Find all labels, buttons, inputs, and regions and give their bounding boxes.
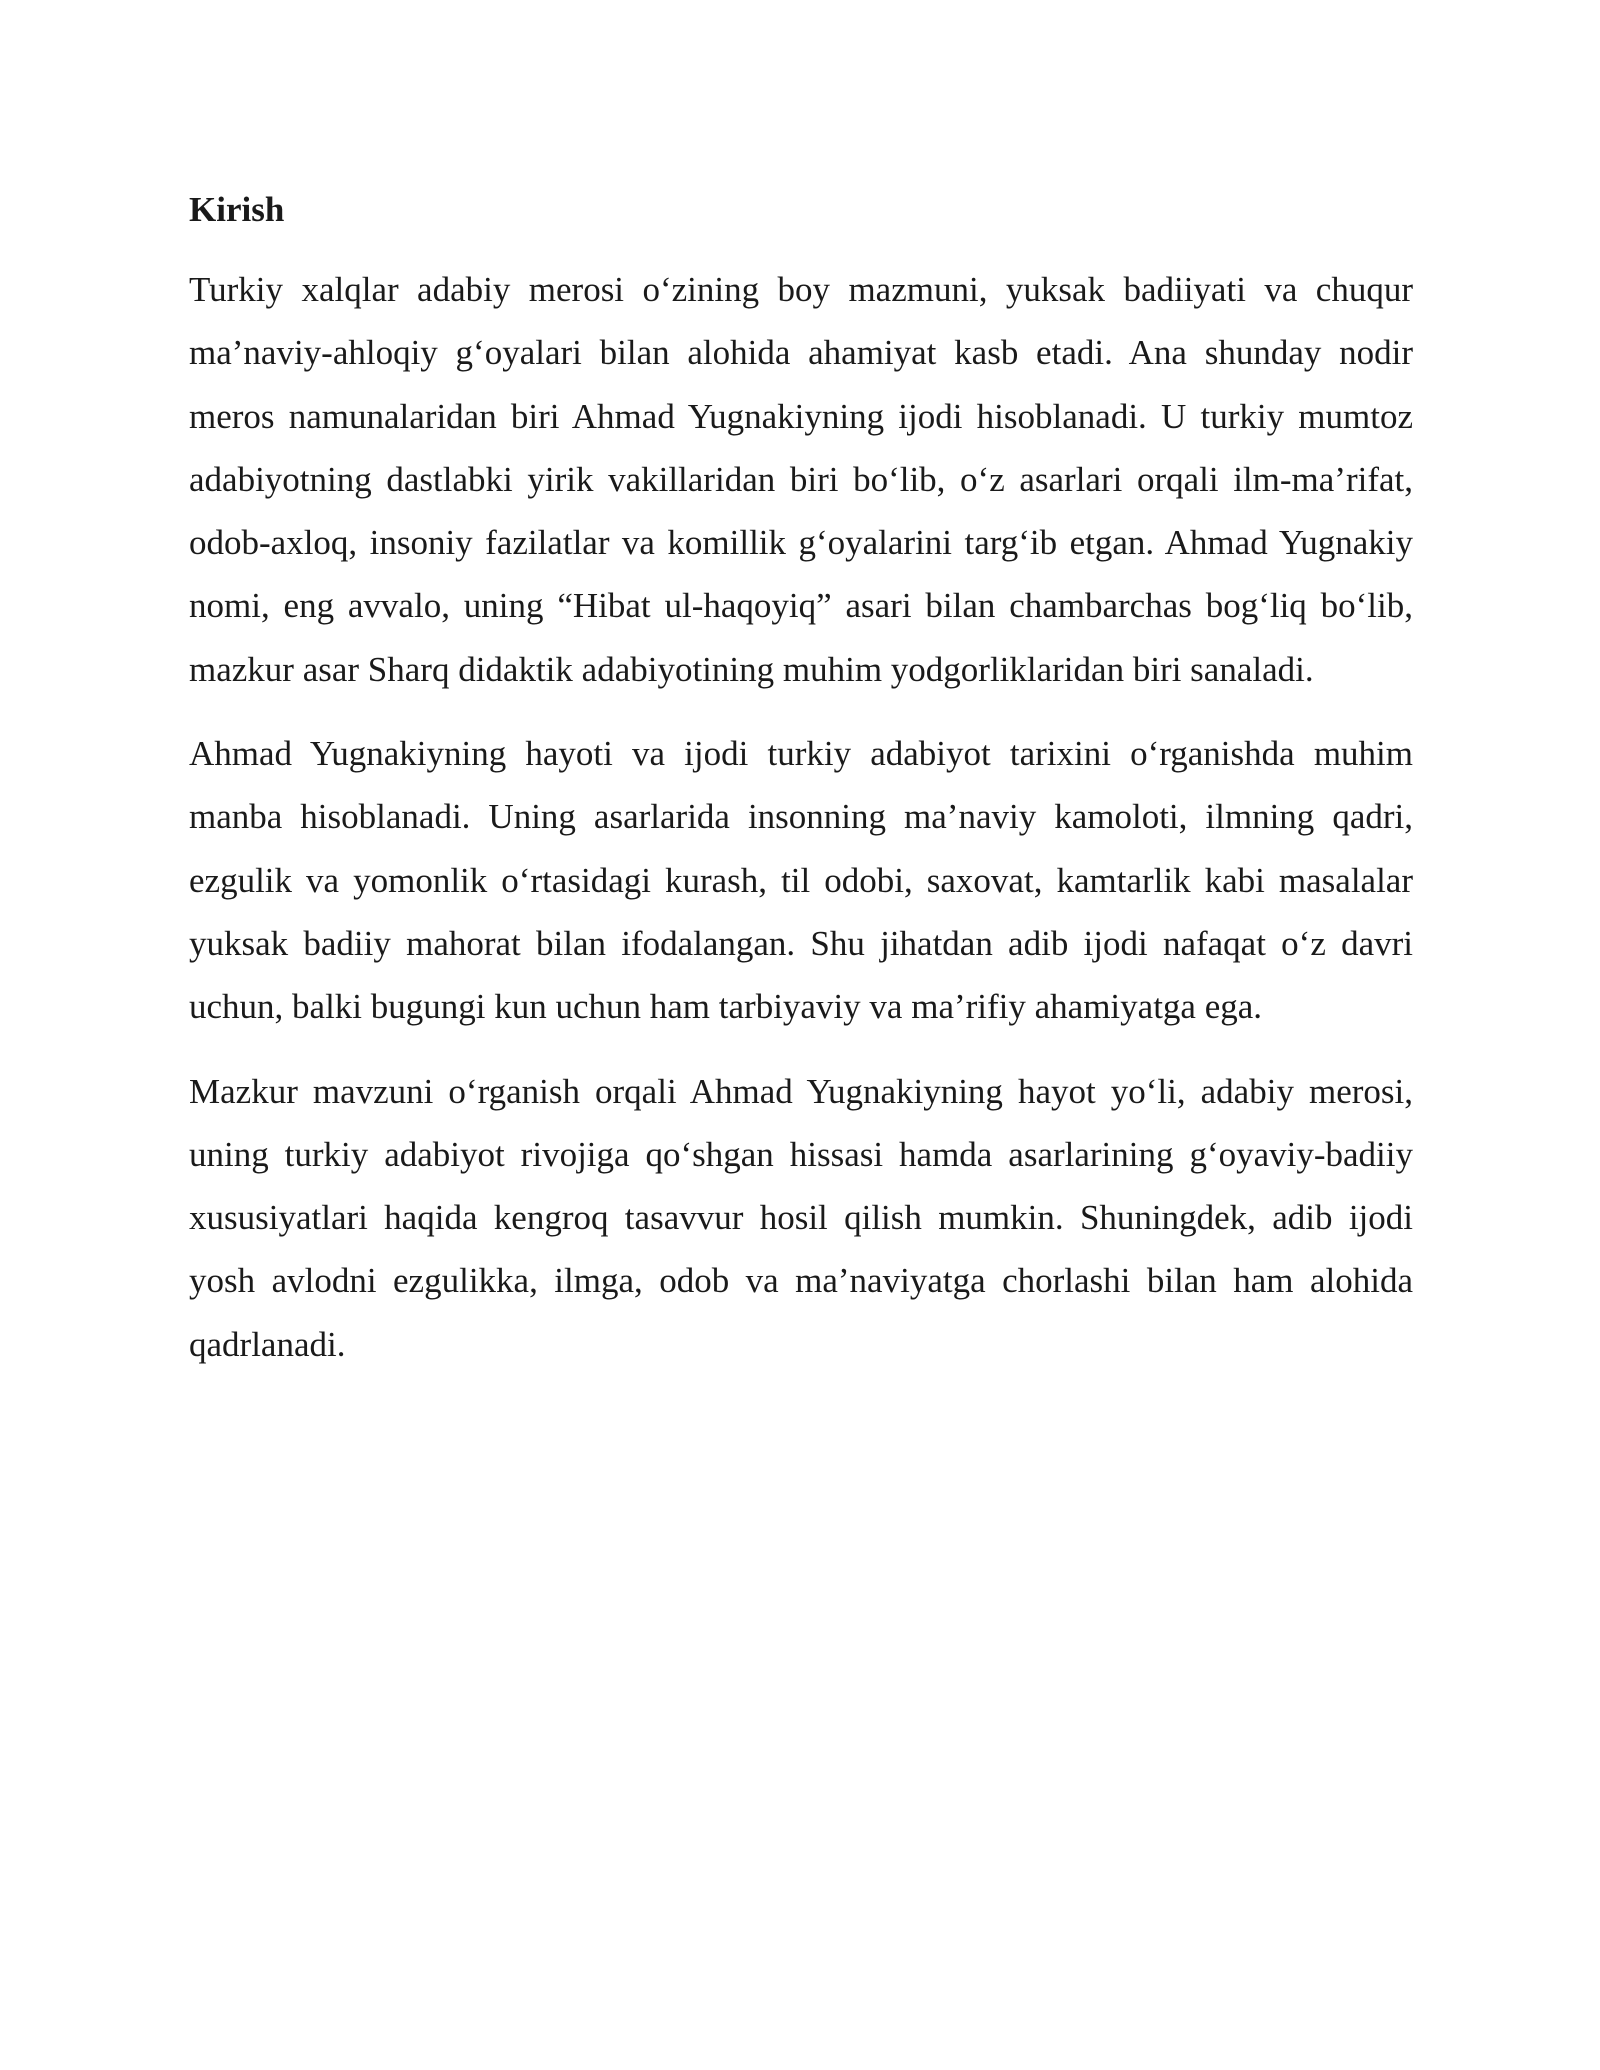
section-heading: Kirish	[189, 190, 285, 229]
paragraph-3: Mazkur mavzuni o‘rganish orqali Ahmad Yugnakiyning hayot yo‘li, adabiy merosi, uning turkiy adabiyot rivojiga qo‘shgan hissasi hamda asarlarining g‘oyaviy-badiiy xususiyatlari haqida kengroq tasavvur hosil qilish mumkin. Shuningdek, adib ijodi yosh avlodni ezgulikka, ilmga, odob va ma’naviyatga chorlashi bilan ham alohida qadrlanadi.	[189, 1071, 1413, 1364]
paragraph-1: Turkiy xalqlar adabiy merosi o‘zining boy mazmuni, yuksak badiiyati va chuqur ma’naviy-ahloqiy g‘oyalari bilan alohida ahamiyat kasb etadi. Ana shunday nodir meros namunalaridan biri Ahmad Yugnakiyning ijodi hisoblanadi. U turkiy mumtoz adabiyotning dastlabki yirik vakillaridan biri bo‘lib, o‘z asarlari orqali ilm-ma’rifat, odob-axloq, insoniy fazilatlar va komillik g‘oyalarini targ‘ib etgan. Ahmad Yugnakiy nomi, eng avvalo, uning “Hibat ul-haqoyiq” asari bilan chambarchas bog‘liq bo‘lib, mazkur asar Sharq didaktik adabiyotining muhim yodgorliklaridan biri sanaladi.	[189, 270, 1413, 689]
document-page	[189, 180, 1413, 1397]
paragraph-2: Ahmad Yugnakiyning hayoti va ijodi turkiy adabiyot tarixini o‘rganishda muhim manba hisoblanadi. Uning asarlarida insonning ma’naviy kamoloti, ilmning qadri, ezgulik va yomonlik o‘rtasidagi kurash, til odobi, saxovat, kamtarlik kabi masalalar yuksak badiiy mahorat bilan ifodalangan. Shu jihatdan adib ijodi nafaqat o‘z davri uchun, balki bugungi kun uchun ham tarbiyaviy va ma’rifiy ahamiyatga ega.	[189, 734, 1413, 1027]
